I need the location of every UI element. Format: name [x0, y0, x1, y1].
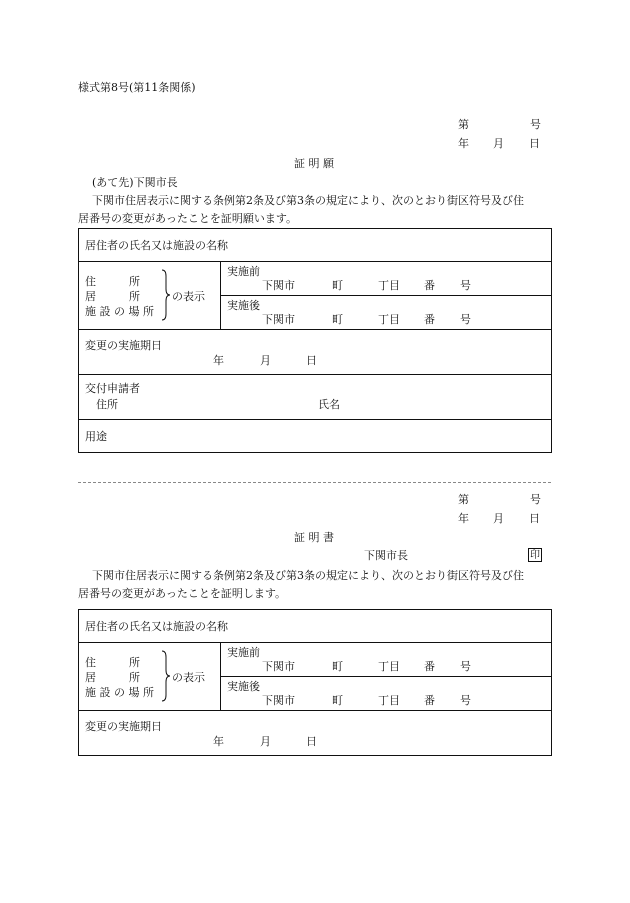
cert-display-label: の表示 — [172, 671, 205, 684]
after-city: 下関市 — [262, 313, 295, 326]
certificate-title: 証 明 書 — [294, 531, 334, 544]
cert-before-chome: 丁目 — [378, 660, 400, 673]
after-ban: 番 — [424, 313, 435, 326]
cert-date-month: 月 — [493, 512, 504, 525]
cert-before-gou: 号 — [460, 660, 471, 673]
display-label: の表示 — [172, 290, 205, 303]
address-label-kyosho: 居 所 — [85, 290, 140, 303]
date-day: 日 — [529, 137, 540, 150]
cert-date-day: 日 — [529, 512, 540, 525]
application-body-line1: 下関市住居表示に関する条例第2条及び第3条の規定により、次のとおり街区符号及び住 — [92, 194, 524, 207]
resident-name-label: 居住者の氏名又は施設の名称 — [85, 239, 228, 252]
before-city: 下関市 — [262, 279, 295, 292]
purpose-label: 用途 — [85, 430, 107, 443]
cut-line — [78, 482, 551, 483]
after-town: 町 — [332, 313, 343, 326]
brace-icon — [160, 268, 172, 322]
cert-effective-date-month: 月 — [260, 735, 271, 748]
address-label-jusho: 住 所 — [85, 275, 140, 288]
cert-effective-date-day: 日 — [306, 735, 317, 748]
certificate-issuer: 下関市長 — [364, 549, 408, 562]
cert-resident-name-label: 居住者の氏名又は施設の名称 — [85, 620, 228, 633]
applicant-name-label: 氏名 — [318, 398, 340, 411]
number-dai: 第 — [458, 118, 469, 131]
cert-effective-date-year: 年 — [213, 735, 224, 748]
cert-date-year: 年 — [458, 512, 469, 525]
applicant-label: 交付申請者 — [85, 382, 140, 395]
cert-after-chome: 丁目 — [378, 694, 400, 707]
cert-number-gou: 号 — [530, 493, 541, 506]
cert-after-ban: 番 — [424, 694, 435, 707]
after-gou: 号 — [460, 313, 471, 326]
applicant-address-label: 住所 — [96, 398, 118, 411]
brace-icon — [160, 649, 172, 703]
seal-stamp: 印 — [530, 550, 540, 561]
cert-address-label-jusho: 住 所 — [85, 656, 140, 669]
cert-effective-date-label: 変更の実施期日 — [85, 720, 162, 733]
number-gou: 号 — [530, 118, 541, 131]
after-label: 実施後 — [227, 299, 260, 312]
effective-date-label: 変更の実施期日 — [85, 339, 162, 352]
form-number-label: 様式第8号(第11条関係) — [78, 81, 196, 94]
cert-number-dai: 第 — [458, 493, 469, 506]
after-chome: 丁目 — [378, 313, 400, 326]
date-month: 月 — [493, 137, 504, 150]
before-town: 町 — [332, 279, 343, 292]
cert-before-city: 下関市 — [262, 660, 295, 673]
cert-address-label-shisetsu: 施 設 の 場 所 — [85, 686, 154, 699]
cert-before-label: 実施前 — [227, 646, 260, 659]
cert-after-city: 下関市 — [262, 694, 295, 707]
before-gou: 号 — [460, 279, 471, 292]
cert-before-ban: 番 — [424, 660, 435, 673]
before-label: 実施前 — [227, 265, 260, 278]
certificate-body-line2: 居番号の変更があったことを証明します。 — [78, 587, 287, 600]
address-label-shisetsu: 施 設 の 場 所 — [85, 305, 154, 318]
cert-address-label-kyosho: 居 所 — [85, 671, 140, 684]
effective-date-day: 日 — [306, 354, 317, 367]
cert-after-town: 町 — [332, 694, 343, 707]
before-chome: 丁目 — [378, 279, 400, 292]
date-year: 年 — [458, 137, 469, 150]
before-ban: 番 — [424, 279, 435, 292]
cert-after-label: 実施後 — [227, 680, 260, 693]
effective-date-year: 年 — [213, 354, 224, 367]
effective-date-month: 月 — [260, 354, 271, 367]
application-addressee: (あて先)下関市長 — [92, 176, 178, 189]
application-title: 証 明 願 — [294, 157, 334, 170]
application-body-line2: 居番号の変更があったことを証明願います。 — [78, 212, 298, 225]
certificate-body-line1: 下関市住居表示に関する条例第2条及び第3条の規定により、次のとおり街区符号及び住 — [92, 569, 524, 582]
cert-before-town: 町 — [332, 660, 343, 673]
cert-after-gou: 号 — [460, 694, 471, 707]
